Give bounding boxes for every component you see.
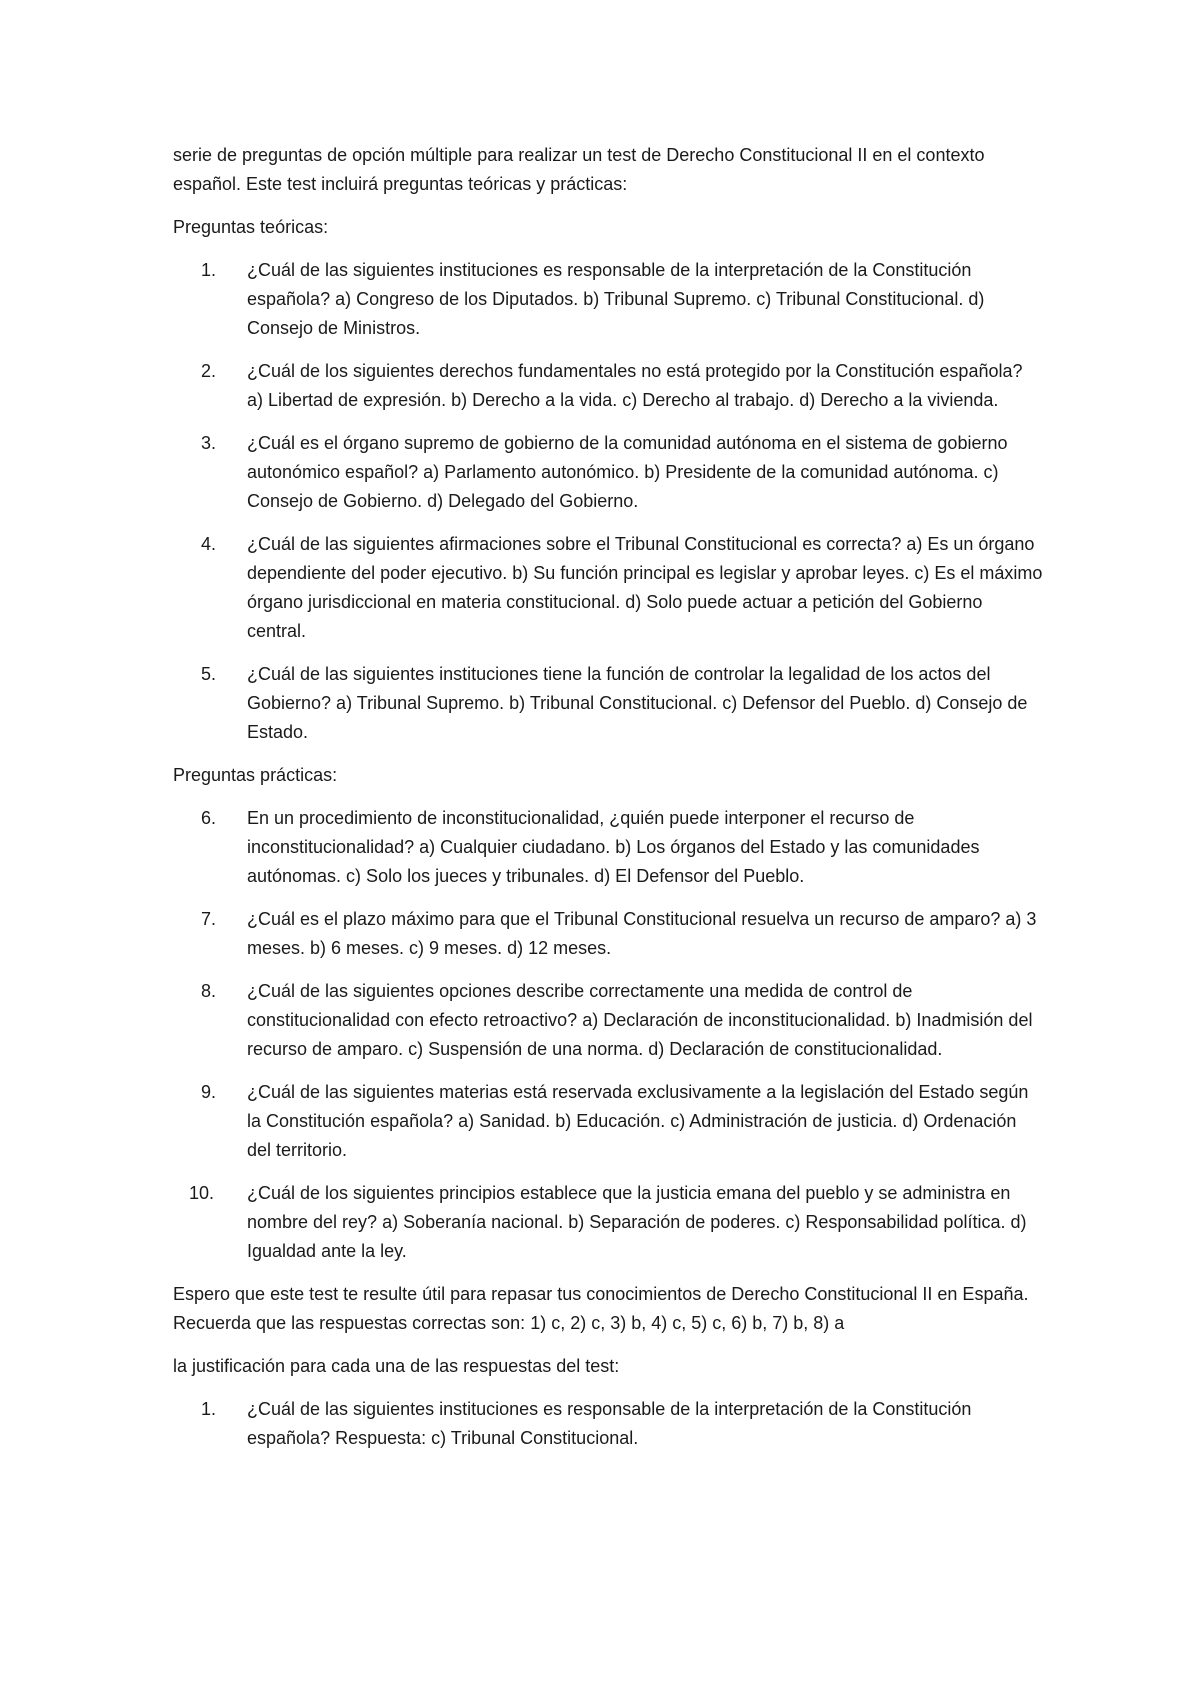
question-number: 7.: [201, 909, 217, 929]
document-body: [173, 141, 1043, 1467]
question-item-5: [173, 660, 1043, 747]
question-text: ¿Cuál de las siguientes afirmaciones sobre el Tribunal Constitucional es correcta? a) Es un órgano dependiente del poder ejecutivo. b) Su función principal es legislar y aprobar leyes. c) Es el máximo órgano jurisdiccional en materia constitucional. d) Solo puede actuar a petición del Gobierno central.: [247, 534, 1043, 641]
question-number: 2.: [201, 361, 217, 381]
question-text: ¿Cuál de los siguientes derechos fundamentales no está protegido por la Constitución española? a) Libertad de expresión. b) Derecho a la vida. c) Derecho al trabajo. d) Derecho a la vivienda.: [247, 361, 1023, 410]
question-text: ¿Cuál es el órgano supremo de gobierno de la comunidad autónoma en el sistema de gobierno autonómico español? a) Parlamento autonómico. b) Presidente de la comunidad autónoma. c) Consejo de Gobierno. d) Delegado del Gobierno.: [247, 433, 1008, 511]
question-text: ¿Cuál de las siguientes instituciones tiene la función de controlar la legalidad de los actos del Gobierno? a) Tribunal Supremo. b) Tribunal Constitucional. c) Defensor del Pueblo. d) Consejo de Estado.: [247, 664, 1028, 742]
question-number: 6.: [201, 808, 217, 828]
question-item-8: [173, 977, 1043, 1064]
question-number: 3.: [201, 433, 217, 453]
question-item-2: [173, 357, 1043, 415]
question-number: 9.: [201, 1082, 217, 1102]
theory-section-heading: Preguntas teóricas:: [173, 217, 329, 237]
question-item-1: [173, 256, 1043, 343]
theory-question-list: [173, 256, 1043, 747]
justification-list: [173, 1395, 1043, 1453]
question-text: ¿Cuál de las siguientes instituciones es responsable de la interpretación de la Constitución española? Respuesta: c) Tribunal Constitucional.: [247, 1399, 972, 1448]
question-number: 10.: [189, 1183, 215, 1203]
justification-intro: la justificación para cada una de las respuestas del test:: [173, 1356, 620, 1376]
question-text: ¿Cuál de las siguientes instituciones es responsable de la interpretación de la Constitución española? a) Congreso de los Diputados. b) Tribunal Supremo. c) Tribunal Constitucional. d) Consejo de Ministros.: [247, 260, 985, 338]
question-text: ¿Cuál es el plazo máximo para que el Tribunal Constitucional resuelva un recurso de amparo? a) 3 meses. b) 6 meses. c) 9 meses. d) 12 meses.: [247, 909, 1037, 958]
question-text: ¿Cuál de los siguientes principios establece que la justicia emana del pueblo y se administra en nombre del rey? a) Soberanía nacional. b) Separación de poderes. c) Responsabilidad política. d) Igualdad ante la ley.: [247, 1183, 1027, 1261]
question-item-3: [173, 429, 1043, 516]
question-number: 4.: [201, 534, 217, 554]
question-text: ¿Cuál de las siguientes materias está reservada exclusivamente a la legislación del Estado según la Constitución española? a) Sanidad. b) Educación. c) Administración de justicia. d) Ordenación del territorio.: [247, 1082, 1029, 1160]
justification-item-1: [173, 1395, 1043, 1453]
question-text: ¿Cuál de las siguientes opciones describe correctamente una medida de control de constitucionalidad con efecto retroactivo? a) Declaración de inconstitucionalidad. b) Inadmisión del recurso de amparo. c) Suspensión de una norma. d) Declaración de constitucionalidad.: [247, 981, 1033, 1059]
closing-paragraph: Espero que este test te resulte útil para repasar tus conocimientos de Derecho Constitucional II en España. Recuerda que las respuestas correctas son: 1) c, 2) c, 3) b, 4) c, 5) c, 6) b, 7) b, 8) a: [173, 1284, 1029, 1333]
question-item-6: [173, 804, 1043, 891]
question-text: En un procedimiento de inconstitucionalidad, ¿quién puede interponer el recurso de inconstitucionalidad? a) Cualquier ciudadano. b) Los órganos del Estado y las comunidades autónomas. c) Solo los jueces y tribunales. d) El Defensor del Pueblo.: [247, 808, 980, 886]
question-item-9: [173, 1078, 1043, 1165]
practice-section-heading: Preguntas prácticas:: [173, 765, 338, 785]
intro-paragraph: serie de preguntas de opción múltiple para realizar un test de Derecho Constitucional II en el contexto español. Este test incluirá preguntas teóricas y prácticas:: [173, 145, 985, 194]
question-number: 1.: [201, 260, 217, 280]
question-item-7: [173, 905, 1043, 963]
question-item-10: [173, 1179, 1043, 1266]
question-number: 5.: [201, 664, 217, 684]
question-item-4: [173, 530, 1043, 646]
question-number: 1.: [201, 1399, 217, 1419]
practice-question-list: [173, 804, 1043, 1266]
question-number: 8.: [201, 981, 217, 1001]
